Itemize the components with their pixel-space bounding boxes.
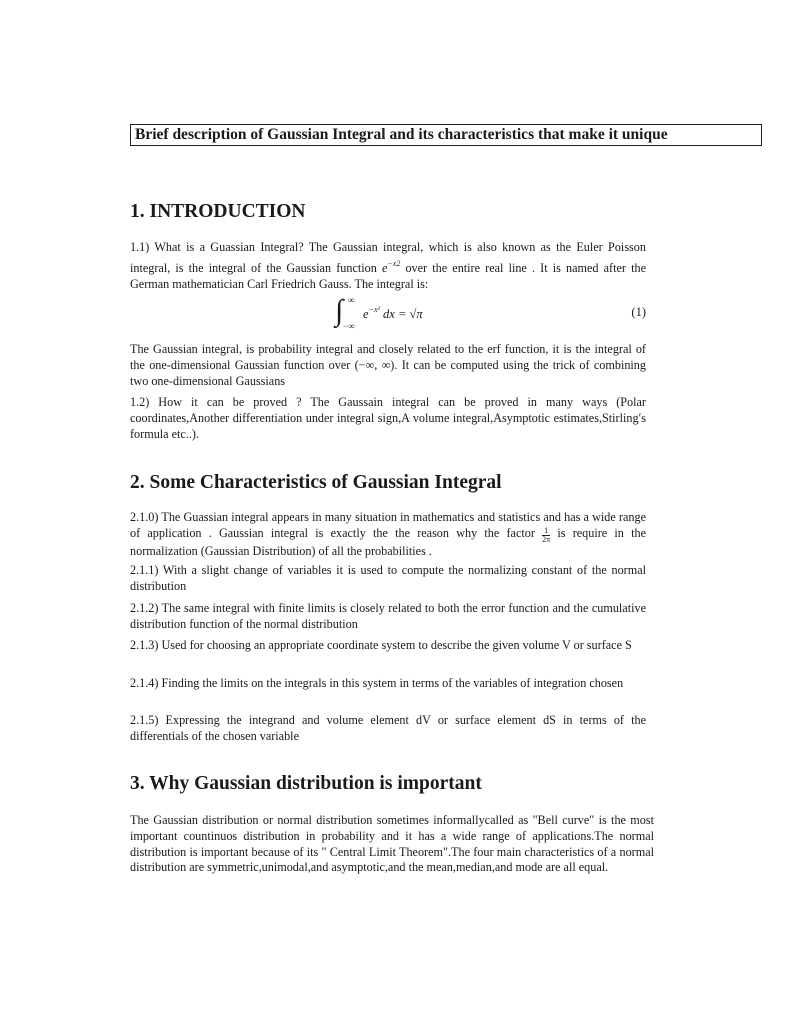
section-3-heading: 3. Why Gaussian distribution is important [130,773,482,794]
section-1-paragraph-1 [130,240,646,292]
section-2-paragraph-2: 2.1.2) The same integral with finite limits is closely related to both the error function and the cumulative distribution function of the normal distribution [130,601,646,631]
section-2-paragraph-4: 2.1.4) Finding the limits on the integrals in this system in terms of the variables of integration chosen [130,676,624,690]
section-1-p1-text-b: over the entire real line . It is named after the German mathematician Carl Friedrich Gauss. The integral is: [130,260,646,291]
section-3-paragraph-1: The Gaussian distribution or normal distribution sometimes informallycalled as "Bell curve" is the most important countinuos distribution in probability and it has a wide range of applications.The normal distribution is important because of its " Central Limit Theorem".The four main characteristics of a normal distribution are symmetric,unimodal,and asymptotic,and the mean,median,and mode are all equal. [130,813,654,875]
section-1-paragraph-2: The Gaussian integral, is probability integral and closely related to the erf function, it is the integral of the one-dimensional Gaussian function over (−∞, ∞). It can be computed using the trick of combining two one-dimensional Gaussians [130,342,646,388]
equation-integrand-exponent: −x² [368,305,380,314]
section-1-heading: 1. INTRODUCTION [130,201,306,222]
document-page [130,0,668,1028]
section-1-paragraph-3: 1.2) How it can be proved ? The Gaussain integral can be proved in many ways (Polar coordinates,Another differentiation under integral sign,A volume integral,Asymptotic estimates,Stirling′s formula etc..). [130,395,646,441]
section-2-p0-text-b: is require in the normalization (Gaussian Distribution) of all the probabilities . [130,525,646,558]
section-1-p1-text-a: 1.1) What is a Guassian Integral? The Gaussian integral, which is also known as the Euler Poisson integral, is the integral of the Gaussian function [130,240,646,275]
equation-rest: dx = √π [383,307,423,321]
section-2-paragraph-5: 2.1.5) Expressing the integrand and volume element dV or surface element dS in terms of the differentials of the chosen variable [130,713,646,743]
document-title: Brief description of Gaussian Integral and its characteristics that make it unique [130,124,762,146]
gaussian-integral-equation [130,296,646,332]
section-2-heading: 2. Some Characteristics of Gaussian Integral [130,472,502,493]
section-2-p0-text-a: 2.1.0) The Guassian integral appears in many situation in mathematics and statistics and has a wide range of application . Gaussian integral is exactly the the reason why the factor [130,510,646,540]
integral-sign: ∫ [335,294,344,327]
equation-body [363,305,423,322]
section-2-paragraph-3: 2.1.3) Used for choosing an appropriate coordinate system to describe the given volume V or surface S [130,638,632,652]
integral-lower-limit: −∞ [343,321,355,331]
normalization-fraction [542,527,550,544]
integral-upper-limit: ∞ [348,295,355,305]
fraction-numerator: 1 [544,525,549,535]
gaussian-function: e [381,260,388,275]
equation-number: (1) [631,305,646,319]
gaussian-exponent: −x2 [387,258,401,268]
section-2-paragraph-0 [130,510,646,560]
equation-integrand: e [363,307,369,321]
section-2-paragraph-1: 2.1.1) With a slight change of variables it is used to compute the normalizing constant of the normal distribution [130,563,646,593]
fraction-denominator: 2π [542,534,551,544]
